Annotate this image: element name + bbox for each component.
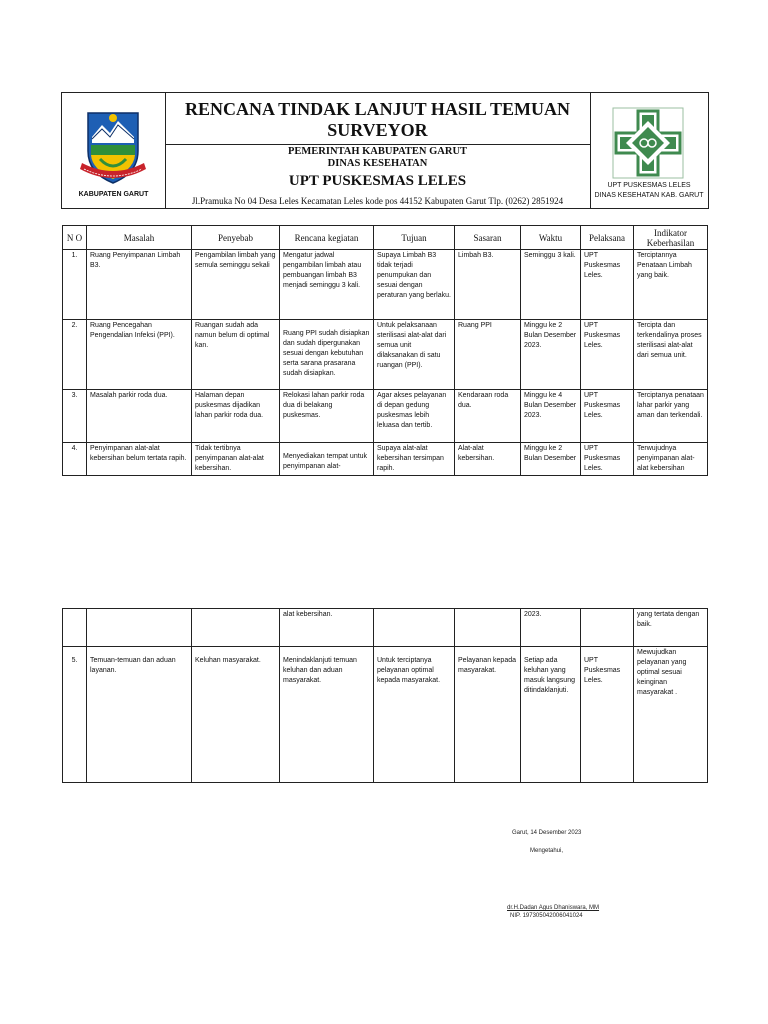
cell-pelaksana: UPT Puskesmas Leles. [584,322,621,349]
row-number: 2. [71,322,78,329]
cell-sasaran: Alat-alat kebersihan. [458,445,495,462]
col-header-rencana: Rencana kegiatan [280,226,374,250]
col-header-tujuan: Tujuan [374,226,455,250]
signature-place-date: Garut, 14 Desember 2023 [512,830,582,836]
col-header-sasaran: Sasaran [455,226,521,250]
col-header-penyebab: Penyebab [192,226,280,250]
unit-name: UPT PUSKESMAS LELES [288,173,467,189]
cell-indikator: yang tertata dengan baik. [637,611,700,628]
cell-masalah: Masalah parkir roda dua. [90,392,168,399]
cell-waktu: Minggu ke 2 Bulan Desember 2023. [524,322,577,349]
cell-rencana: Ruang PPI sudah disiapkan dan sudah dipergunakan sesuai dengan kebutuhan serta sarana prasarana sudah disiapkan. [283,330,370,377]
table-row [63,443,708,476]
cell-tujuan: Supaya alat-alat kebersihan tersimpan rapih. [377,445,444,472]
action-plan-table-continued [62,608,708,783]
col-header-pelaksana: Pelaksana [581,226,634,250]
cell-rencana: Relokasi lahan parkir roda dua di belakang puskesmas. [283,392,365,419]
cell-penyebab: Pengambilan limbah yang semula seminggu sekali [195,252,276,269]
cell-sasaran: Pelayanan kepada masyarakat. [458,657,516,674]
cell-penyebab: Keluhan masyarakat. [195,657,261,664]
cell-sasaran: Limbah B3. [458,252,494,259]
cell-pelaksana: UPT Puskesmas Leles. [584,445,621,472]
cell-penyebab: Ruangan sudah ada namun belum di optimal kan. [195,322,270,349]
address: Jl.Pramuka No 04 Desa Leles Kecamatan Leles kode pos 44152 Kabupaten Garut Tlp. (0262) 2851924 [191,196,564,206]
cell-tujuan: Supaya Limbah B3 tidak terjadi penumpukan dan sesuai dengan peraturan yang berlaku. [377,252,451,299]
cell-rencana: Menindaklanjuti temuan keluhan dan aduan masyarakat. [283,657,357,684]
garut-regency-emblem-icon [78,107,148,187]
table-row [63,390,708,443]
action-plan-table [62,225,708,476]
cell-pelaksana: UPT Puskesmas Leles. [584,392,621,419]
row-number: 1. [71,252,78,259]
signatory-name: dr.H.Dadan Agus Dhaniswara, MM [507,905,600,911]
signature-acknowledged: Mengetahui, [530,848,564,854]
regency-label: KABUPATEN GARUT [78,191,149,198]
cell-tujuan: Untuk terciptanya pelayanan optimal kepada masyarakat. [377,657,441,684]
cell-indikator: Terciptanya penataan lahar parkir yang aman dan terkendali. [637,392,704,419]
cell-rencana: Mengatur jadwal pengambilan limbah atau pembuangan limbah B3 menjadi seminggu 3 kali. [283,252,362,289]
cell-waktu: Seminggu 3 kali. [524,252,576,259]
garut-logo-cell [62,93,166,208]
puskesmas-logo-caption [590,181,708,201]
table-header-row [63,226,708,250]
cell-waktu: Minggu ke 2 Bulan Desember [524,445,577,462]
col-header-no: N O [63,226,87,250]
letterhead-center [165,93,591,208]
col-header-masalah: Masalah [87,226,192,250]
table-row [63,250,708,320]
cell-rencana: Menyediakan tempat untuk penyimpanan alat- [283,453,368,470]
table-row-continuation [63,609,708,647]
document-title-line1: RENCANA TINDAK LANJUT HASIL TEMUAN [184,99,571,119]
government-name: PEMERINTAH KABUPATEN GARUT [287,146,468,157]
cell-waktu: Setiap ada keluhan yang masuk langsung ditindaklanjuti. [524,657,575,694]
puskesmas-logo-cell [590,93,708,208]
col-header-waktu: Waktu [521,226,581,250]
row-number: 5. [71,657,78,664]
cell-masalah: Ruang Penyimpanan Limbah B3. [90,252,181,269]
letterhead [61,92,709,209]
table-row [63,647,708,783]
cell-indikator: Mewujudkan pelayanan yang optimal sesuai keinginan masyarakat . [637,649,687,696]
document-title [165,93,590,145]
cell-masalah: Temuan-temuan dan aduan layanan. [90,657,176,674]
cell-pelaksana: UPT Puskesmas Leles. [584,657,621,684]
cell-indikator: Tercipta dan terkendalinya proses sterilisasi alat-alat dari semua unit. [637,322,702,359]
cell-rencana: alat kebersihan. [283,611,333,618]
cell-sasaran: Ruang PPI [458,322,492,329]
cell-waktu: Minggu ke 4 Bulan Desember 2023. [524,392,577,419]
cell-tujuan: Agar akses pelayanan di depan gedung puskesmas lebih leluasa dan tertib. [377,392,447,429]
table-row [63,320,708,390]
cell-tujuan: Untuk pelaksanaan sterilisasi alat-alat dari semua unit dilaksanakan di satu ruangan (PPI). [377,322,447,369]
cell-masalah: Penyimpanan alat-alat kebersihan belum tertata rapih. [90,445,187,462]
cell-indikator: Terciptannya Penataan Limbah yang baik. [637,252,692,279]
cell-pelaksana: UPT Puskesmas Leles. [584,252,621,279]
cell-waktu: 2023. [524,611,542,618]
row-number: 4. [71,445,78,452]
document-title-line2: SURVEYOR [327,120,428,140]
cell-indikator: Terwujudnya penyimpanan alat-alat kebersihan [637,445,695,472]
cell-masalah: Ruang Pencegahan Pengendalian Infeksi (PPI). [90,322,175,339]
cell-sasaran: Kendaraan roda dua. [458,392,509,409]
col-header-indikator: Indikator Keberhasilan [634,226,708,250]
cell-penyebab: Halaman depan puskesmas dijadikan lahan parkir roda dua. [195,392,264,419]
agency-name: DINAS KESEHATAN [327,158,428,169]
puskesmas-caption-line1: UPT PUSKESMAS LELES [607,182,691,189]
row-number: 3. [71,392,78,399]
signatory-nip: NIP. 197305042006041024 [510,913,583,919]
puskesmas-caption-line2: DINAS KESEHATAN KAB. GARUT [594,192,704,199]
cell-penyebab: Tidak tertibnya penyimpanan alat-alat kebersihan. [195,445,264,472]
puskesmas-logo-icon [612,107,684,179]
institution-block [165,146,590,207]
